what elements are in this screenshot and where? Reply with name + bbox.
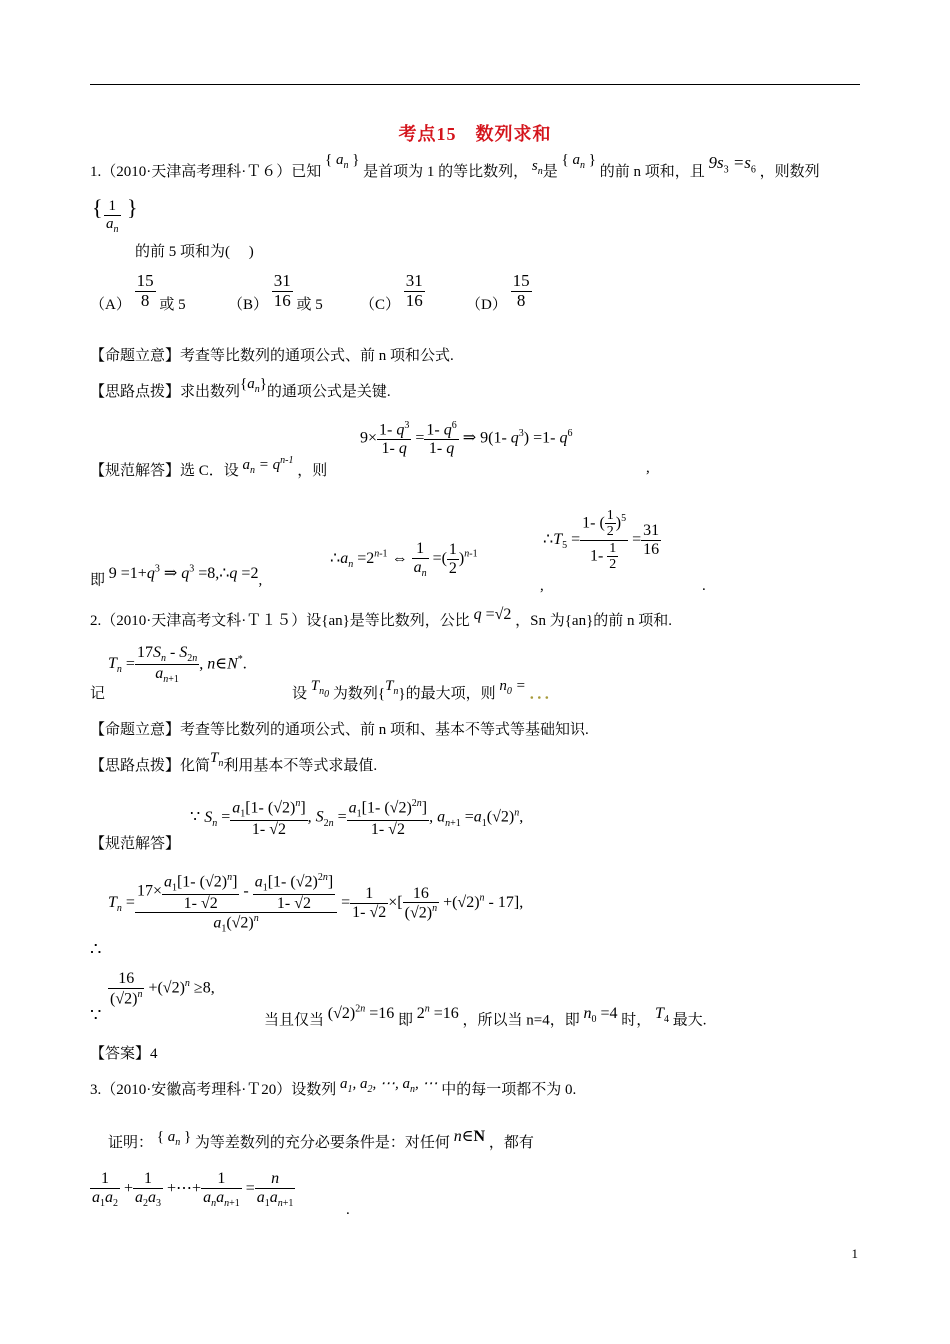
option-b: （B） $\frac{31}{16}$ 或 5	[228, 271, 323, 313]
q2-answer: 【答案】4	[90, 1046, 158, 1062]
q1-eq3: $\therefore T_5$ = 1- ( $\frac{1}{2}$ )$^5$ 1- $\frac{1}{2}$ = $\frac{31}{16}$	[543, 508, 660, 573]
q2-mingti: 【命题立意】考查等比数列的通项公式、前 n 项和、基本不等式等基础知识.	[90, 722, 589, 738]
q1-silu: 【思路点拨】求出数列$\{a_n\}$的通项公式是关键.	[90, 376, 391, 400]
option-d: （D） $\frac{15}{8}$	[466, 271, 530, 313]
because-symbol: ∵	[90, 1005, 102, 1025]
q2-she: 设 $T_{n_0}$ 为数列$\{T_n\}$的最大项，则 $n_0$ = ．．．	[292, 678, 560, 702]
q1-eq2: $\therefore a_n =2^{n-1}$ ⇔ $\frac{1}{a_n}$ =( $\frac{1}{2}$ )$^{n-1}$	[330, 540, 478, 579]
page-title: 考点15 数列求和	[398, 124, 552, 144]
set-an-braces: { $a_n$ }	[325, 152, 360, 171]
q1-ji: 即 $9 =1+q^3$ ⇒ $q^3$ =8,∴q =2,	[90, 564, 263, 589]
q1-tail: 的前 5 项和为( )	[135, 244, 254, 260]
page-number: 1	[851, 1246, 858, 1261]
q1-eq1: 9× $\frac{1- q^3}{1- q}$ = $\frac{1- q^6}{1- q}$ ⇒ 9(1- $q^3) =1-$ $q^6$	[360, 420, 573, 457]
header-rule	[90, 84, 860, 85]
q1-jieda: 【规范解答】选 C．设 $a_n = q^{n-1}$ ，则	[90, 455, 328, 479]
seq-recip: $\frac{1}{a_n}$	[106, 198, 119, 235]
option-a: （A） $\frac{15}{8}$ 或 5	[90, 271, 186, 313]
q2-eq-ineq: $\frac{16}{(√2)^n}$ $+(√2)^n \ge 8$,	[110, 970, 215, 1007]
q2-eq-sn: ∵ $S_n$ = $\frac{a_1[1- (√2)^n]}{1- √2}$ , $S_{2n}$ = $\frac{a_1[1- (√2)^{2n}]}{1- √2}$ , $a_{n+1} =a_1(√2)^n$,	[190, 798, 524, 838]
q2-intro: 2.（2010·天津高考文科·Ｔ１５）设{an}是等比数列，公比 q =√2 ，Sn 为{an}的前 n 项和.	[90, 606, 673, 629]
q3-eq: $\frac{1}{a_1a_2}$ + $\frac{1}{a_2a_3}$ +⋯+ $\frac{1}{a_na_{n+1}}$ = $\frac{n}{a_1a_{n+1}}$	[92, 1170, 294, 1209]
q1-mingti: 【命题立意】考查等比数列的通项公式、前 n 项和公式.	[90, 348, 454, 364]
q2-ji: 记	[90, 686, 106, 702]
q2-dang: 当且仅当 $(√2)^{2n} =16$ 即 $2^n =16$ ，所以当 n=4，即 $n_0 =4$ 时， $T_4$ 最大.	[264, 1004, 707, 1029]
q2-eq-tn: $T_n$ = 17× $\frac{a_1[1- (√2)^n]}{1- √2}$ - $\frac{a_1[1- (√2)^{2n}]}{1- √2}$ $a_1(√2)^n$ = $\frac{1}{1- √2}$ ×[ $\frac{16}{(√2)^n}$ $+(√2)^n - 17$],	[108, 872, 524, 935]
q3-proof: 证明： { $a_n$ } 为等差数列的充分必要条件是：对任何 n∈N ，都有	[108, 1128, 534, 1151]
therefore-symbol: ∴	[90, 939, 102, 959]
option-c: （C） $\frac{31}{16}$	[360, 271, 423, 313]
q2-silu: 【思路点拨】化简$T_n$利用基本不等式求最值.	[90, 750, 378, 774]
q2-jieda: 【规范解答】	[90, 836, 181, 852]
q2-tn-def: $T_n$ = $\frac{17S_n - S_{2n}}{a_{n+1}}$ , n∈N*.	[108, 644, 247, 686]
q1-intro: 1.（2010·天津高考理科·Ｔ６）已知 { $a_n$ } 是首项为 1 的等比数列， $s_n$是 { $a_n$ } 的前 n 项和，且 $9s_3 =s_6$ ，则数列	[90, 152, 820, 180]
seq-recip-braces: {	[92, 195, 103, 220]
q3-intro: 3.（2010·安徽高考理科·Ｔ20）设数列 $a_1$, $a_2$, ⋯, $a_n$, ⋯ 中的每一项都不为 0.	[90, 1076, 577, 1098]
